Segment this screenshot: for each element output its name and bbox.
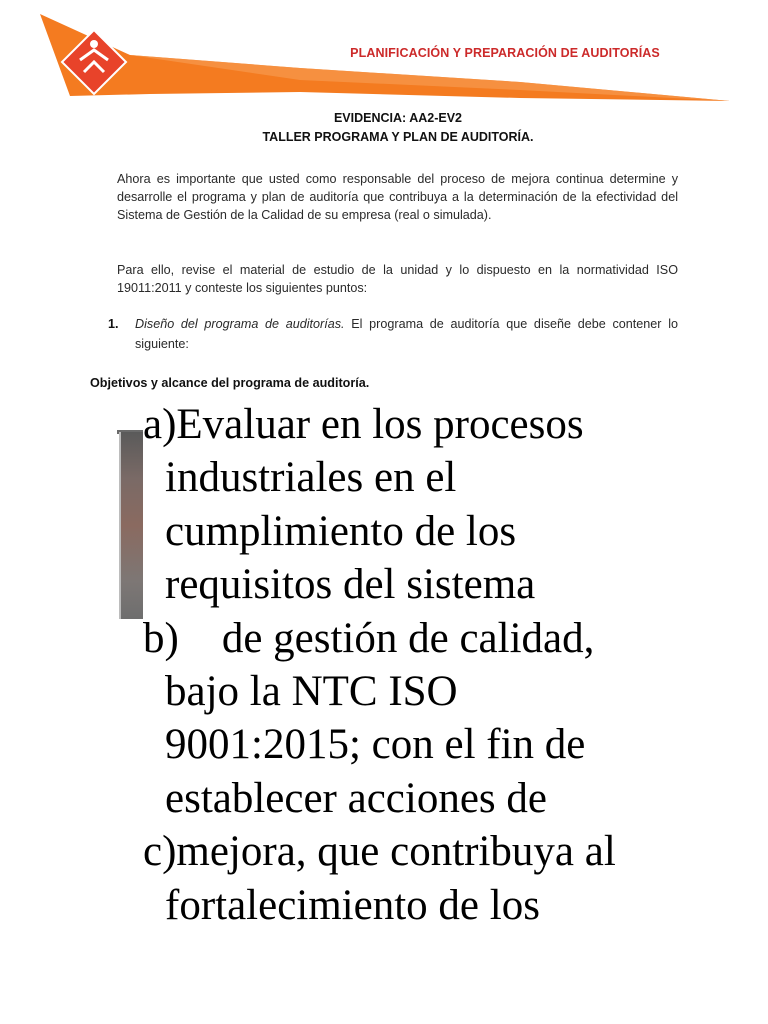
list-item-italic: Diseño del programa de auditorías. xyxy=(135,317,345,331)
content-line: a)Evaluar en los procesos xyxy=(143,401,584,448)
content-line: establecer acciones de xyxy=(165,774,547,822)
objectives-text xyxy=(143,398,743,932)
content-line: c)mejora, que contribuya al xyxy=(143,828,616,876)
content-line: requisitos del sistema xyxy=(165,561,536,609)
content-line: 9001:2015; con el fin de xyxy=(165,721,586,769)
intro-paragraph: Ahora es importante que usted como responsable del proceso de mejora continua determine y desarrolle el programa y plan de auditoría que contribuya a la determinación de la efectividad del Sistema de Gestión de la Calidad de su empresa (real o simulada). xyxy=(117,172,678,222)
content-line: bajo la NTC ISO xyxy=(165,668,458,716)
content-line: fortalecimiento de los xyxy=(165,881,540,929)
instructions-paragraph: Para ello, revise el material de estudio de la unidad y lo dispuesto en la normatividad ISO 19011:2011 y conteste los siguientes puntos: xyxy=(117,263,678,295)
list-item-1 xyxy=(108,314,678,354)
list-number: 1. xyxy=(108,317,119,331)
header-title: PLANIFICACIÓN Y PREPARACIÓN DE AUDITORÍAS xyxy=(350,46,660,60)
evidence-heading: EVIDENCIA: AA2-EV2 xyxy=(333,111,463,125)
workshop-heading: TALLER PROGRAMA Y PLAN DE AUDITORÍA. xyxy=(262,130,534,144)
objectives-heading: Objetivos y alcance del programa de auditoría. xyxy=(90,376,370,390)
content-line: b) de gestión de calidad, xyxy=(143,614,595,662)
list-item-text: El programa de auditoría que diseñe debe contener lo siguiente: xyxy=(135,317,679,351)
content-line: cumplimiento de los xyxy=(165,507,517,555)
decorative-side-bar xyxy=(119,432,143,619)
list-item-body xyxy=(135,314,678,354)
content-line: industriales en el xyxy=(165,454,457,502)
